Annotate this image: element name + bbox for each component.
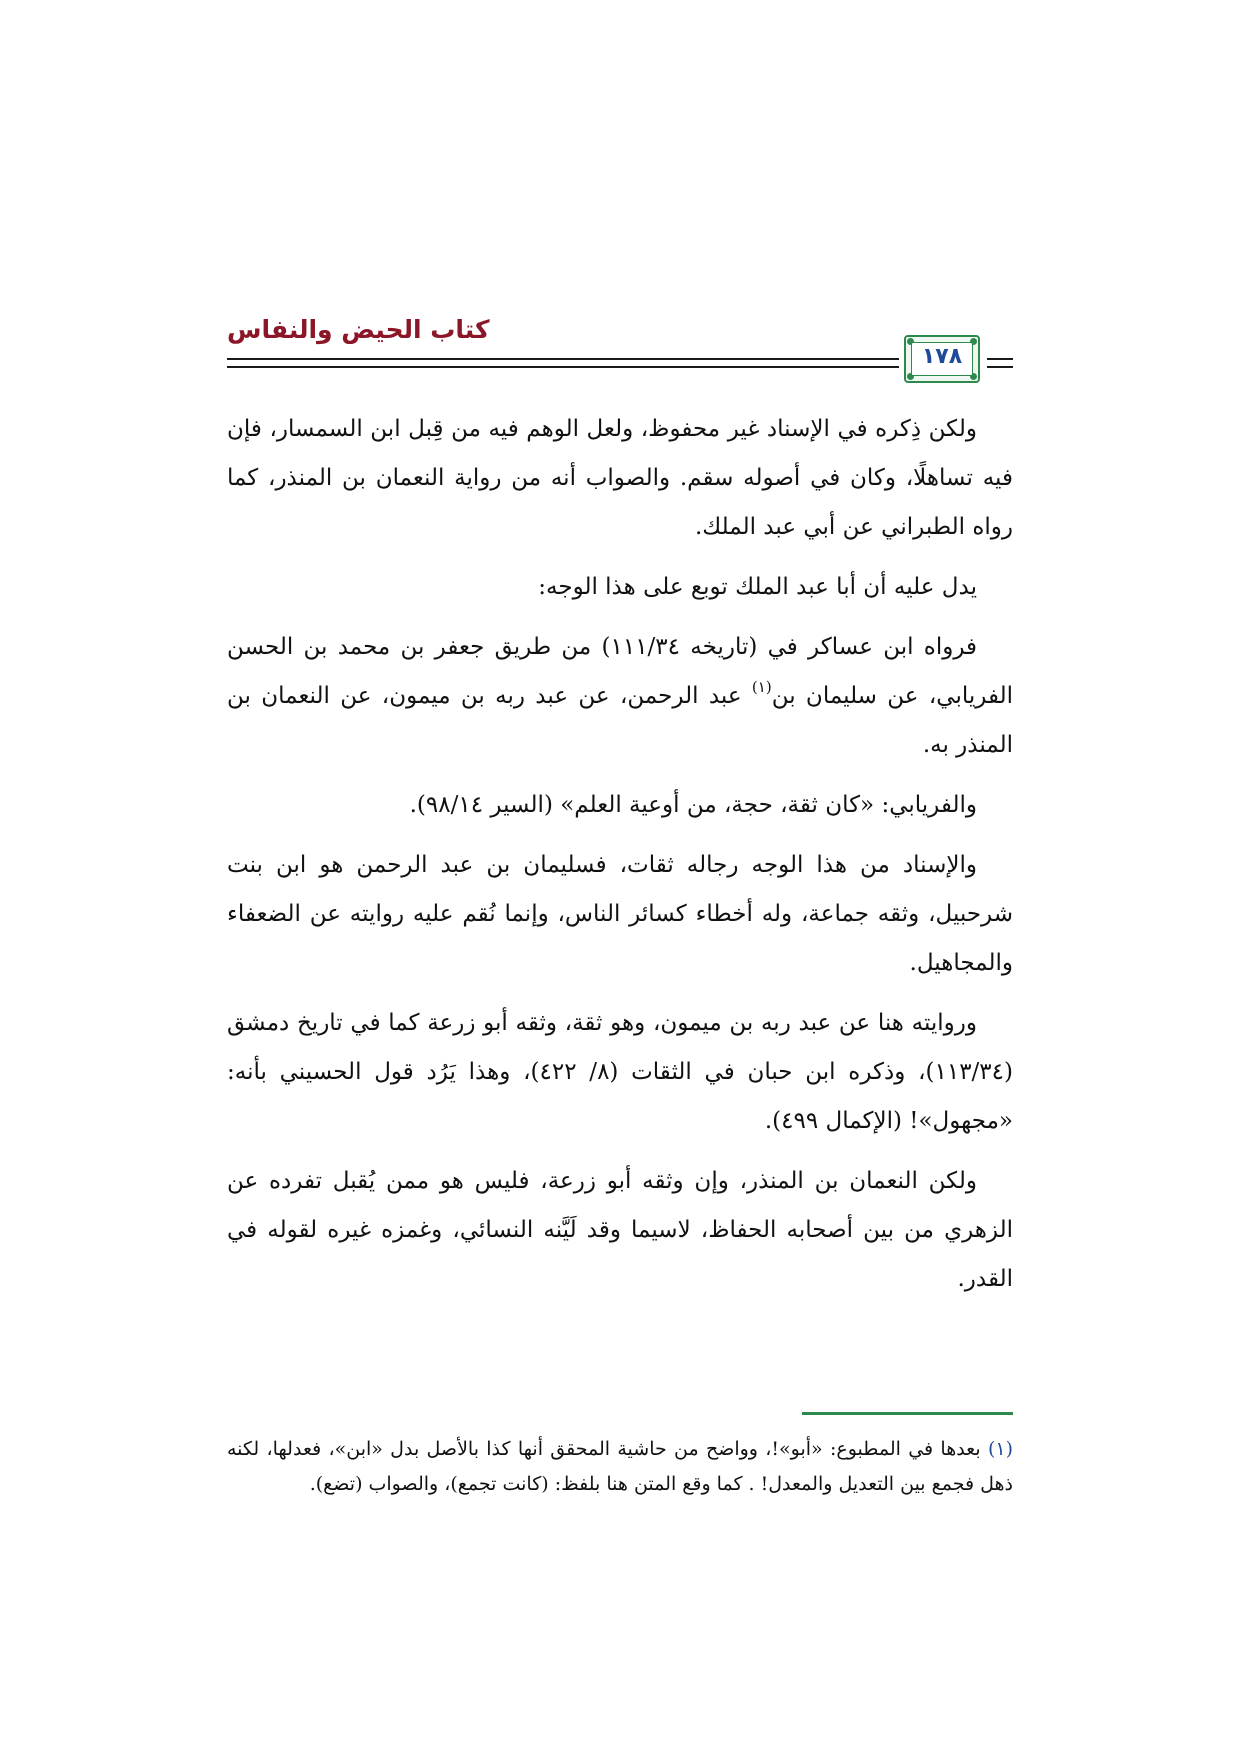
paragraph: ولكن ذِكره في الإسناد غير محفوظ، ولعل الوهم فيه من قِبل ابن السمسار، فإن فيه تساهلًا، وكان في أصوله سقم. والصواب أنه من رواية النعمان بن المنذر، كما رواه الطبراني عن أبي عبد الملك. bbox=[227, 416, 1013, 540]
header-rule-right-bottom bbox=[987, 366, 1013, 368]
footnote-number: (١) bbox=[987, 1438, 1013, 1460]
header-rule-bottom bbox=[227, 366, 899, 368]
header-rule-top bbox=[227, 358, 899, 360]
footnote bbox=[227, 1432, 1013, 1502]
footnote-separator bbox=[802, 1412, 1013, 1415]
paragraph: يدل عليه أن أبا عبد الملك توبع على هذا الوجه: bbox=[538, 574, 977, 600]
footnote-marker[interactable]: (١) bbox=[751, 678, 772, 697]
paragraph: والفريابي: «كان ثقة، حجة، من أوعية العلم» (السير ٩٨/١٤). bbox=[409, 792, 977, 818]
footnotes bbox=[227, 1432, 1013, 1502]
page-number-badge bbox=[904, 335, 980, 383]
paragraph-text: عبد الرحمن، عن عبد ربه بن ميمون، عن النعمان بن المنذر به. bbox=[227, 683, 1013, 758]
paragraph: والإسناد من هذا الوجه رجاله ثقات، فسليمان بن عبد الرحمن هو ابن بنت شرحبيل، وثقه جماعة، وله أخطاء كسائر الناس، وإنما نُقم عليه روايته عن الضعفاء والمجاهيل. bbox=[227, 852, 1013, 976]
paragraph: ولكن النعمان بن المنذر، وإن وثقه أبو زرعة، فليس هو ممن يُقبل تفرده عن الزهري من بين أصحابه الحفاظ، لاسيما وقد لَيَّنه النسائي، وغمزه غيره لقوله في القدر. bbox=[227, 1168, 1013, 1292]
page-number: ١٧٨ bbox=[921, 344, 963, 369]
paragraph bbox=[227, 623, 1013, 770]
book-title: كتاب الحيض والنفاس bbox=[227, 315, 490, 344]
header-rule-right-top bbox=[987, 358, 1013, 360]
paragraph-text: فرواه ابن عساكر في (تاريخه ١١١/٣٤) من طريق جعفر بن محمد بن الحسن الفريابي، عن سليمان بن bbox=[227, 634, 1013, 709]
main-text bbox=[227, 405, 1013, 1315]
paragraph: وروايته هنا عن عبد ربه بن ميمون، وهو ثقة، وثقه أبو زرعة كما في تاريخ دمشق (١١٣/٣٤)، وذكره ابن حبان في الثقات (٨/ ٤٢٢)، وهذا يَرُد قول الحسيني بأنه: «مجهول»! (الإكمال ٤٩٩). bbox=[227, 1010, 1014, 1134]
page-header bbox=[227, 315, 1013, 385]
footnote-text: بعدها في المطبوع: «أبو»!، وواضح من حاشية المحقق أنها كذا بالأصل بدل «ابن»، فعدلها، لكنه ذهل فجمع بين التعديل والمعدل! . كما وقع المتن هنا بلفظ: (كانت تجمع)، والصواب (تضع). bbox=[227, 1438, 1013, 1495]
